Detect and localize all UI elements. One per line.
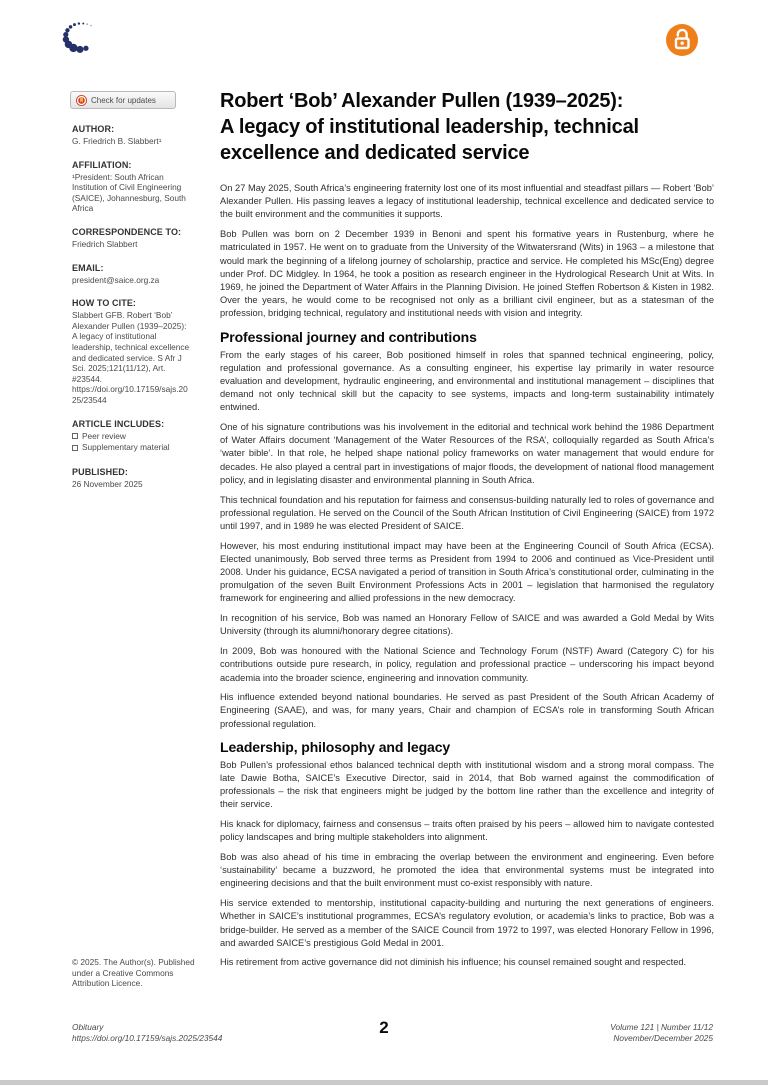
affiliation-section (72, 160, 192, 214)
affiliation-text: ¹President: South African Institution of Civil Engineering (SAICE), Johannesburg, South Africa (72, 171, 186, 214)
body-paragraph: Bob was also ahead of his time in embracing the overlap between the environment and engineering. Even before ‘sustainability’ became a buzzword, he promoted the idea that environmental systems must be integrated into engineering decisions and that the built environment must co-exist responsibly with nature. (220, 852, 714, 889)
article-includes-section (72, 419, 192, 454)
article-metadata-sidebar (72, 124, 192, 502)
copyright-notice: © 2025. The Author(s). Published under a Creative Commons Attribution Licence. (72, 957, 195, 989)
footer-right-block (610, 1022, 713, 1044)
peer-review-label: Peer review (82, 430, 126, 441)
body-paragraph: This technical foundation and his reputation for fairness and consensus-building naturally led to roles of governance and professional regulation. He served on the Council of the South African Institution of Civil Engineering (SAICE) from 1972 until 1997, and in 1989 he was elected President of SAICE. (220, 494, 714, 531)
page-number: 2 (379, 1018, 389, 1037)
citation-text[interactable]: Slabbert GFB. Robert ‘Bob’ Alexander Pullen (1939–2025): A legacy of institutional leadership, technical excellence and dedicated service. S Afr J Sci. 2025;121(11/12), Art. #23544. https://doi.org/10.17159/sajs.2025/23544 (72, 310, 190, 405)
email-section (72, 263, 192, 286)
check-for-updates-button[interactable] (70, 91, 176, 109)
email-address-link[interactable]: president@saice.org.za (72, 274, 160, 285)
published-date: 26 November 2025 (72, 478, 143, 489)
published-label: PUBLISHED: (72, 466, 129, 477)
section-heading-professional-journey: Professional journey and contributions (220, 328, 477, 345)
email-label: EMAIL: (72, 262, 104, 273)
article-body (220, 88, 714, 976)
open-access-icon (664, 22, 700, 58)
sajs-journal-logo-icon (58, 16, 102, 60)
body-paragraph: However, his most enduring institutional impact may have been at the Engineering Council of South Africa (ECSA). Elected unanimously, Bob served three terms as President from 1994 to 2006 and continued as Vice-President until 2008. Under his guidance, ECSA navigated a period of transition in South Africa’s constitutional order, culminating in the promulgation of the seven Built Environment Professions Acts in 2001 – legislation that harmonised the regulatory framework for engineering and allied professions in the new democracy. (220, 540, 714, 604)
title-line-3: excellence and dedicated service (220, 142, 530, 164)
affiliation-label: AFFILIATION: (72, 159, 132, 170)
intro-paragraph: On 27 May 2025, South Africa’s engineering fraternity lost one of its most influential and steadfast pillars — Robert ‘Bob’ Alexander Pullen. His passing leaves a legacy of institutional leadership, technical excellence and dedicated service to the built environment and the communities it supports. (220, 183, 714, 220)
body-paragraph: From the early stages of his career, Bob positioned himself in roles that spanned technical engineering, policy, regulation and professional governance. As a consulting engineer, his expertise lay primarily in water resource evaluation and development, hydraulic engineering, and environmental and institutional management – disciplines that demand not only technical skill but the capacity to see systems, impacts and long-term sustainability intimately entwined. (220, 349, 714, 413)
footer-issue-date: November/December 2025 (613, 1033, 713, 1043)
footer-article-type: Obituary (72, 1022, 104, 1032)
article-title (220, 88, 714, 166)
intro-paragraph: Bob Pullen was born on 2 December 1939 in Benoni and spent his formative years in Rustenburg, where he matriculated in 1957. He went on to graduate from the University of the Witwatersrand (Wits) in 1963 – a milestone that would mark the beginning of a lifelong journey of scholarship, practice and service. He completed his MSc(Eng) degree under Prof. DC Midgley. In 1964, he took a position as research engineer in the Hydrological Research Unit at Wits. In 1969, he joined the Department of Water Affairs in the Planning Division. He joined Steffen Robertson & Kisten in 1982. Over the years, he would come to be recognised not only as a brilliant civil engineer, but as a statesman of the profession, bridging technical, regulatory and institutional needs with vision and integrity. (220, 229, 714, 319)
body-paragraph: In 2009, Bob was honoured with the National Science and Technology Forum (NSTF) Award (Category C) for his contributions outside pure research, in policy, regulation and professional practice – underscoring his impact beyond academia into the broader science, engineering and innovation community. (220, 646, 714, 683)
body-paragraph: His service extended to mentorship, institutional capacity-building and nurturing the next generations of engineers. Whether in SAICE’s institutional programmes, ECSA’s regulatory evolution, or academia’s links to practice, Bob was a bridge-builder. He served as a member of the SAICE Council from 1972 to 1997, was elected Honorary Fellow in 1996, and awarded SAICE’s prestigious Gold Medal in 2001. (220, 898, 714, 948)
published-section (72, 467, 192, 490)
page-bottom-edge (0, 1080, 768, 1085)
body-paragraph: One of his signature contributions was his involvement in the editorial and technical work behind the 1986 Department of Water Affairs document ‘Management of the Water Resources of the RSA’, colloquially regarded as South Africa’s ‘water bible’. In that role, he helped shape national policy frameworks on water management that would endure for decades. He also played a central part in investigations of major floods, the development of national flood management policy, and in legislating disaster and environmental planning in South Africa. (220, 422, 714, 485)
checkbox-icon (72, 433, 78, 439)
body-paragraph: Bob Pullen’s professional ethos balanced technical depth with institutional wisdom and a strong moral compass. The late Dawie Botha, SAICE’s Executive Director, said in 2014, that Bob warned against the commodification of professionals – the risk that engineers might be judged by the bottom line rather than the excellence and integrity of their service. (220, 759, 714, 810)
body-paragraph: His knack for diplomacy, fairness and consensus – traits often praised by his peers – allowed him to navigate contested policy landscapes and bring multiple stakeholders into alignment. (220, 819, 714, 843)
check-for-updates-label: Check for updates (91, 95, 156, 105)
article-includes-label: ARTICLE INCLUDES: (72, 418, 165, 429)
body-paragraph: In recognition of his service, Bob was named an Honorary Fellow of SAICE and was awarded a Gold Medal by Wits University (through its alumni/honorary degree citations). (220, 613, 714, 637)
checkbox-icon (72, 445, 78, 451)
author-section (72, 124, 192, 147)
footer-volume: Volume 121 | Number 11/12 (610, 1022, 713, 1032)
author-label: AUTHOR: (72, 124, 115, 134)
how-to-cite-section (72, 298, 192, 405)
how-to-cite-label: HOW TO CITE: (72, 298, 137, 309)
title-line-1: Robert ‘Bob’ Alexander Pullen (1939–2025): (220, 90, 624, 112)
correspondence-section (72, 227, 192, 250)
footer-doi-link[interactable]: https://doi.org/10.17159/sajs.2025/23544 (72, 1033, 223, 1043)
body-paragraph: His influence extended beyond national boundaries. He served as past President of the South African Academy of Engineering (SAAE), and was, for many years, Chair and champion of ECSA’s role in transforming South African professional regulation. (220, 692, 714, 729)
section-heading-leadership-legacy: Leadership, philosophy and legacy (220, 738, 451, 755)
correspondence-label: CORRESPONDENCE TO: (72, 226, 182, 237)
title-line-2: A legacy of institutional leadership, technical (220, 116, 639, 138)
author-name: G. Friedrich B. Slabbert¹ (72, 136, 162, 146)
supplementary-material-label: Supplementary material (82, 442, 170, 452)
supplementary-material-item (72, 442, 192, 454)
correspondence-name: Friedrich Slabbert (72, 238, 138, 249)
peer-review-item (72, 431, 192, 443)
crossmark-icon (76, 95, 87, 106)
body-paragraph: His retirement from active governance did not diminish his influence; his counsel remained sought and respected. (220, 957, 687, 968)
